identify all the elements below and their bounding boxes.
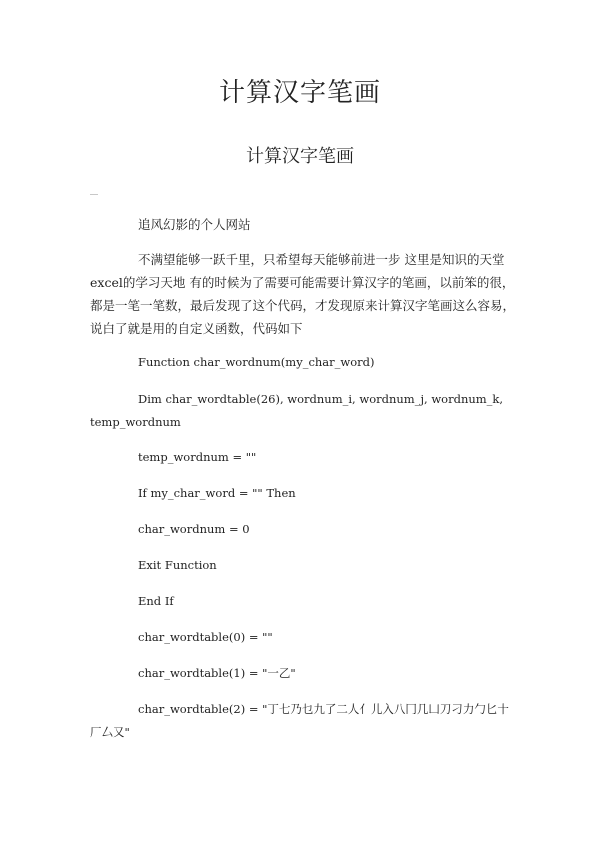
intro-paragraph: 不满望能够一跃千里，只希望每天能够前进一步 这里是知识的天堂 excel的学习天地 有的时候为了需要可能需要计算汉字的笔画，以前笨的很，都是一笔一笔数，最后发现了这个代码，才发现原来计算汉字笔画这么容易，说白了就是用的自定义函数，代码如下 [90,252,516,336]
code-line: char_wordnum = 0 [138,522,250,536]
code-line: char_wordtable(2) = "丁七乃乜九了二人亻儿入八冂几凵刀刁力勹匕十厂厶又" [90,702,509,739]
code-line: char_wordtable(1) = "一乙" [138,666,296,680]
code-line: Function char_wordnum(my_char_word) [138,355,375,369]
header-divider [90,194,98,195]
code-line: temp_wordnum = "" [138,450,257,464]
code-line: char_wordtable(0) = "" [138,630,273,644]
code-line: Dim char_wordtable(26), wordnum_i, wordnum_j, wordnum_k, temp_wordnum [90,392,504,429]
code-line: If my_char_word = "" Then [138,486,296,500]
document-subtitle: 计算汉字笔画 [246,146,354,167]
code-line: Exit Function [138,558,217,572]
source-line: 追风幻影的个人网站 [138,217,251,232]
document-title: 计算汉字笔画 [218,78,381,108]
code-line: End If [138,594,174,608]
